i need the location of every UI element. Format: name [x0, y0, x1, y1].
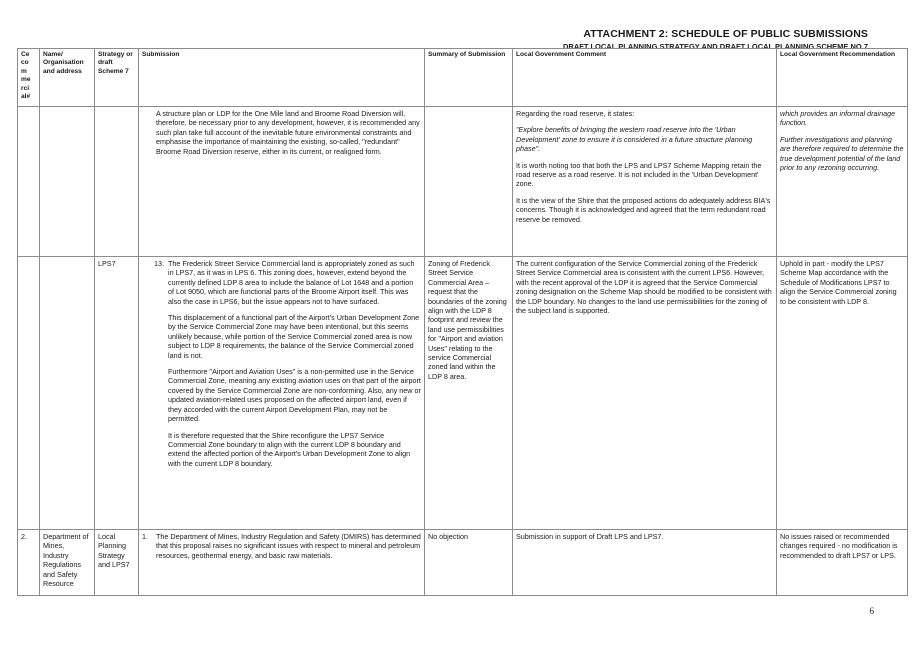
cell-strategy: LPS7 — [95, 257, 139, 530]
table-row — [18, 530, 908, 596]
cell-recommendation: No issues raised or recommended changes required - no modification is recommended to draft LPS7 or LPS. — [777, 530, 908, 596]
item-number: 13. — [154, 259, 164, 268]
cell-summary: No objection — [425, 530, 513, 596]
col-header-recommendation: Local Government Recommendation — [777, 49, 908, 107]
submission-paragraph: It is therefore requested that the Shire reconfigure the LPS7 Service Commercial Zone boundary to align with the current LDP 8 boundary and extend the affected portion of the Airport's Urban Development Zone to align with the current LDP 8 boundary. — [168, 430, 411, 468]
recommendation-paragraph: Further investigations and planning are therefore required to determine the true development potential of the land prior to any rezoning occurring. — [780, 134, 904, 173]
col-header-strategy: Strategy or draft Scheme 7 — [95, 49, 139, 107]
cell-strategy: Local Planning Strategy and LPS7 — [95, 530, 139, 596]
cell-comment: Submission in support of Draft LPS and LPS7. — [513, 530, 777, 596]
cell-strategy — [95, 107, 139, 257]
submission-paragraph: This displacement of a functional part of the Airport's Urban Development Zone by the Service Commercial Zone may have been intentional, but this seems unlikely because, while portion of the Service Commercial zoned area is now subject to LDP 8 requirements, the balance of the Service Commercial zoned land is not. — [168, 313, 420, 360]
comment-paragraph: Regarding the road reserve, it states: — [516, 109, 635, 118]
cell-comment: The current configuration of the Service Commercial zoning of the Frederick Street Service Commercial area is consistent with the current LPS6. However, with the recent approval of the LDP it is agreed that the Service Commercial zoning designation on the Scheme Map should be modified to be consistent with the LDP boundary. No changes to the land use permissibilities for the zoning of the subject land is supported. — [513, 257, 777, 530]
submission-text: The Frederick Street Service Commercial land is appropriately zoned as such in LPS7, as it was in LPS 6. This zoning does, however, extend beyond the currently defined LDP 8 area to include the balance of Lot 1648 and a portion of Lot 9050, which are functional parts of the Broome Airport itself. This was also the case in LPS6, but the issue appears not to have surfaced. — [168, 259, 415, 306]
recommendation-paragraph: which provides an informal drainage function. — [780, 109, 896, 128]
table-row — [18, 107, 908, 257]
submission-text: The Department of Mines, Industry Regulation and Safety (DMIRS) has determined that this proposal raises no significant issues with respect to mineral and petroleum resources, geothermal energy, and basic raw materials. — [156, 532, 421, 560]
cell-name — [40, 107, 95, 257]
page-number: 6 — [869, 606, 874, 616]
cell-commercial-no — [18, 257, 40, 530]
submission-paragraph: Furthermore "Airport and Aviation Uses" is a non-permitted use in the Service Commercial Zone, meaning any existing aviation uses on that part of the airport covered by the Service Commercial Zone are non-conforming. Also, any new or updated aviation-related uses proposed on the affected airport land, even if they accorded with the current Airport Development Plan, may not be permitted. — [168, 367, 421, 424]
cell-submission — [139, 257, 425, 530]
submissions-table — [17, 48, 908, 596]
submission-item — [154, 259, 421, 306]
col-header-comment: Local Government Comment — [513, 49, 777, 107]
table-row — [18, 257, 908, 530]
col-header-commercial-no: Ce co m me rci al# — [18, 49, 40, 107]
cell-commercial-no — [18, 107, 40, 257]
submission-item — [142, 532, 421, 560]
comment-paragraph: It is worth noting too that both the LPS and LPS7 Scheme Mapping retain the road reserve as a road reserve. It is not included in the 'Urban Development' zone. — [516, 160, 762, 189]
attachment-title: ATTACHMENT 2: SCHEDULE OF PUBLIC SUBMISSIONS — [583, 28, 868, 40]
comment-quote: "Explore benefits of bringing the western road reserve into the 'Urban Development' zone to ensure it is considered in a future structure planning phase". — [516, 125, 753, 154]
col-header-submission: Submission — [139, 49, 425, 107]
cell-comment — [513, 107, 777, 257]
table-header-row — [18, 49, 908, 107]
cell-submission — [139, 107, 425, 257]
col-header-summary: Summary of Submission — [425, 49, 513, 107]
cell-summary: Zoning of Frederick Street Service Commercial Area – request that the boundaries of the zoning align with the LDP 8 footprint and review the land use permissibilities for "Airport and aviation Uses" relating to the service Commercial zoned land within the LDP 8 area. — [425, 257, 513, 530]
submission-text: A structure plan or LDP for the One Mile land and Broome Road Diversion will, therefore, be necessary prior to any development, however, it is recommended any such plan take full account of the inevitable future environmental constraints and emphasise the importance of maintaining the existing, so-called, "redundant" Broome Road Diversion reserve, either in its current, or realigned form. — [156, 109, 420, 156]
cell-submission — [139, 530, 425, 596]
cell-name — [40, 257, 95, 530]
cell-commercial-no: 2. — [18, 530, 40, 596]
cell-name: Department of Mines, Industry Regulations and Safety Resource — [40, 530, 95, 596]
col-header-name: Name/ Organisation and address — [40, 49, 95, 107]
document-subtitle: DRAFT LOCAL PLANNING STRATEGY AND DRAFT LOCAL PLANNING SCHEME NO 7 — [562, 42, 868, 51]
comment-paragraph: It is the view of the Shire that the proposed actions do adequately address BIA's concerns. Though it is acknowledged and agreed that the term redundant road reserve be removed. — [516, 195, 771, 224]
cell-recommendation — [777, 107, 908, 257]
item-number: 1. — [142, 532, 148, 541]
cell-summary — [425, 107, 513, 257]
cell-recommendation: Uphold in part - modify the LPS7 Scheme Map accordance with the Schedule of Modifications LPS7 to align the Service Commercial zoning to be consistent with LDP 8. — [777, 257, 908, 530]
